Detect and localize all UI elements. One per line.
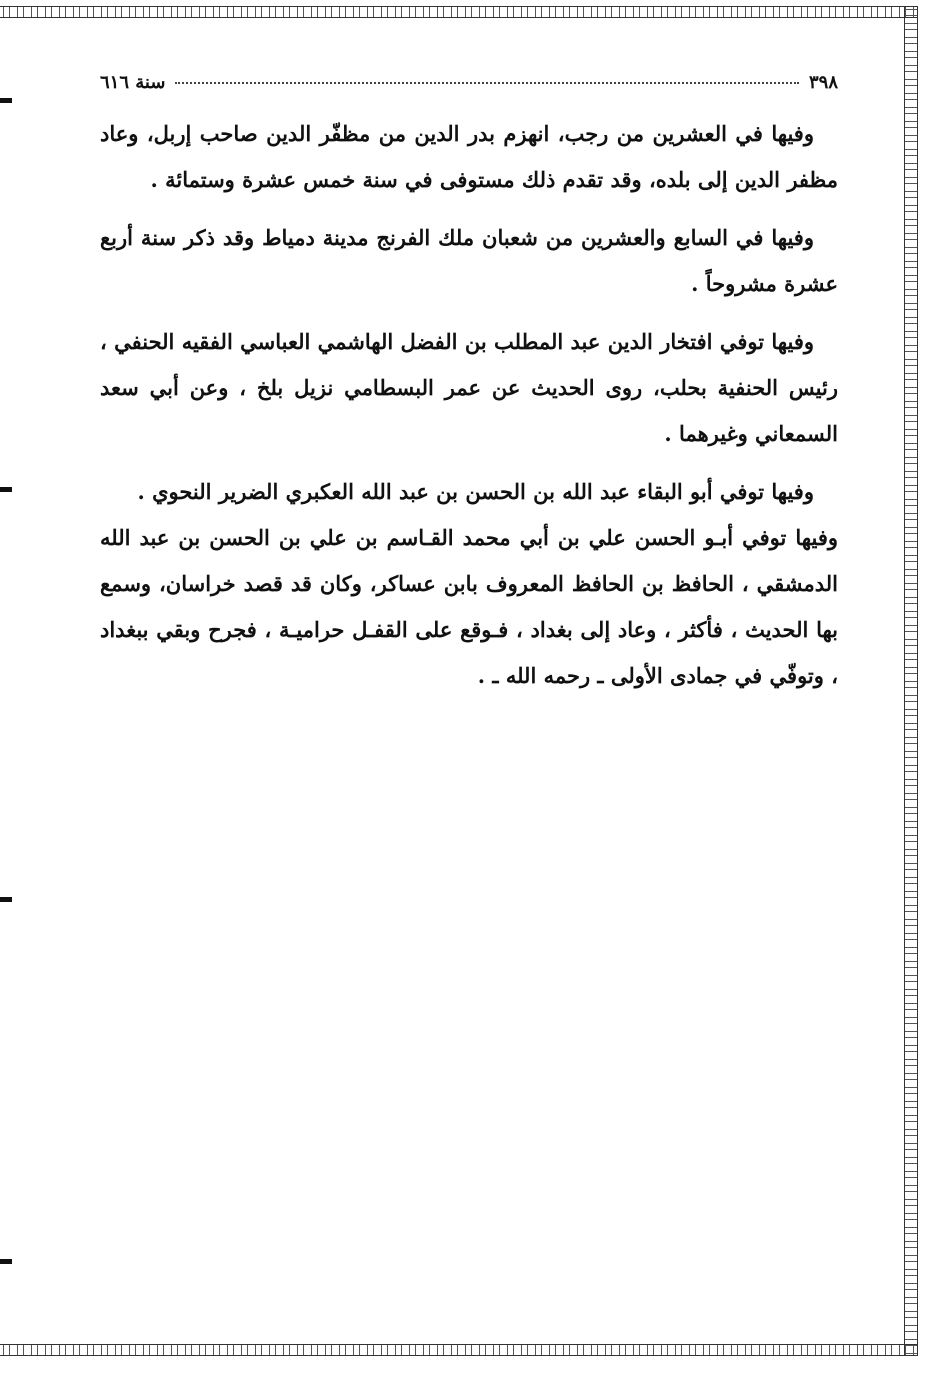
paragraph: وفيها في السابع والعشرين من شعبان ملك الفرنج مدينة دمياط وقد ذكر سنة أربع عشرة مشروحاً . [100, 225, 838, 296]
running-title: سنة ٦١٦ [100, 72, 166, 93]
margin-mark [0, 897, 12, 902]
ornamental-border-top [0, 6, 918, 18]
ornamental-border-bottom [0, 1344, 918, 1356]
header-leader-dots [175, 81, 799, 84]
ornamental-border-right [904, 6, 918, 1356]
paragraph: وفيها توفي أبـو الحسن علي بن أبي محمد القـاسم بن علي بن الحسن بن عبد الله الدمشقي ، الحافظ بن الحافظ المعروف بابن عساكر، وكان قد قصد خراسان، وسمع بها الحديث ، فأكثر ، وعاد إلى بغداد ، فـوقع على القفـل حراميـة ، فجرح وبقي ببغداد ، وتوفّي في جمادى الأولى ـ رحمه الله ـ . [100, 525, 838, 688]
running-head [100, 72, 838, 93]
margin-mark [0, 98, 12, 103]
margin-mark [0, 487, 12, 492]
margin-mark [0, 1259, 12, 1264]
paragraph: وفيها توفي أبو البقاء عبد الله بن الحسن بن عبد الله العكبري الضرير النحوي . [137, 479, 814, 504]
page-number: ٣٩٨ [808, 72, 838, 93]
paragraph: وفيها في العشرين من رجب، انهزم بدر الدين من مظفّر الدين صاحب إربل، وعاد مظفر الدين إلى بلده، وقد تقدم ذلك مستوفى في سنة خمس عشرة وستمائة . [100, 121, 838, 192]
page-body [100, 72, 838, 711]
paragraph: وفيها توفي افتخار الدين عبد المطلب بن الفضل الهاشمي العباسي الفقيه الحنفي ، رئيس الحنفية بحلب، روى الحديث عن عمر البسطامي نزيل بلخ ، وعن أبي سعد السمعاني وغيرهما . [100, 329, 838, 446]
